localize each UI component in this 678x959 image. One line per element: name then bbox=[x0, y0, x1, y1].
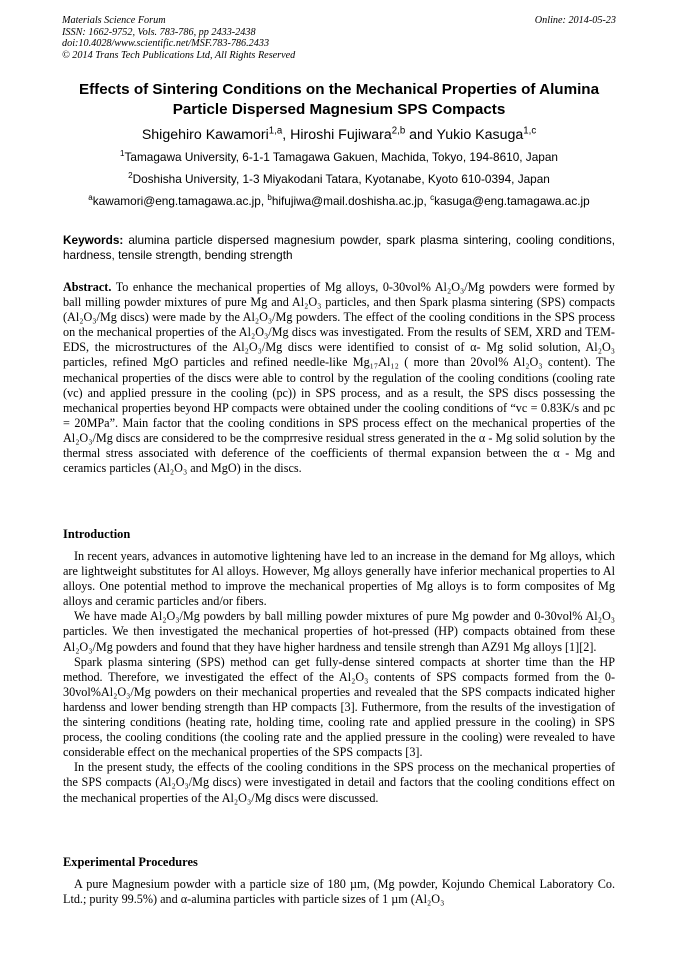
experimental-body bbox=[63, 877, 615, 907]
author-separator: and bbox=[405, 127, 437, 143]
paragraph: Spark plasma sintering (SPS) method can get fully-dense sintered compacts at shorter time than the HP method. Therefore, we investigated the effect of the Al₂O₃ contents of SPS compacts formed from the 0-30vol%Al₂O₃/Mg powders on their mechanical properties and revealed that the SPS compacts indicated higher hardenss and lower bending strength than HP compacts [3]. Futhermore, from the results of the investigation of the sintering conditions (heating rate, holding time, cooling rate and applied pressure in the cooling) in SPS process, the cooling conditions (the cooling rate and the applied pressure in the cooling) were revealed to have considerable effect on the mechanical properties of the SPS compacts [3]. bbox=[63, 654, 615, 760]
running-header bbox=[62, 15, 482, 61]
keywords-text: alumina particle dispersed magnesium powder, spark plasma sintering, cooling conditions, hardness, tensile strength, bending strength bbox=[63, 233, 616, 263]
paragraph: A pure Magnesium powder with a particle size of 180 µm, (Mg powder, Kojundo Chemical Laboratory Co. Ltd.; purity 99.5%) and α-alumina particles with particle sizes of 1 µm (Al₂O₃ bbox=[63, 877, 615, 907]
paper-title bbox=[40, 80, 638, 120]
abstract bbox=[63, 280, 615, 476]
title-line-1: Effects of Sintering Conditions on the Mechanical Properties of Alumina bbox=[78, 81, 600, 98]
email-list: $^a$kawamori@eng.tamagawa.ac.jp, $^b$hifujiwa@mail.doshisha.ac.jp, $^c$kasuga@eng.tamagawa.ac.jp bbox=[88, 193, 590, 208]
author-affil-mark: 1,c bbox=[523, 125, 537, 137]
paragraph: In recent years, advances in automotive lightening have led to an increase in the demand for Mg alloys, which are lightweight substitutes for Al alloys. However, Mg alloys generally have inferior mechanical properties to Al alloys. One potential method to improve the mechanical properties of Mg alloys is to form composites of Mg alloys and ceramic particles and/or fibers. bbox=[63, 549, 615, 609]
author-affil-mark: 2,b bbox=[391, 125, 406, 137]
section-heading-introduction: Introduction bbox=[63, 527, 131, 541]
email-link[interactable]: kawamori@eng.tamagawa.ac.jp bbox=[92, 194, 261, 208]
affiliation-1: $^1$Tamagawa University, 6-1-1 Tamagawa Gakuen, Machida, Tokyo, 194-8610, Japan bbox=[120, 149, 558, 164]
keywords-label: Keywords: bbox=[63, 233, 124, 247]
online-date: Online: 2014-05-23 bbox=[534, 15, 616, 26]
paragraph: We have made Al₂O₃/Mg powders by ball milling powder mixtures of pure Mg powder and 0-30vol% Al₂O₃ particles. We then investigated the mechanical properties of hot-pressed (HP) compacts obtained from these Al₂O₃/Mg powders and found that they have higher hardness and tensile strengh than AZ91 Mg alloys [1][2]. bbox=[63, 609, 615, 654]
author-name: Yukio Kasuga bbox=[436, 127, 524, 143]
section-heading-experimental: Experimental Procedures bbox=[63, 855, 198, 869]
email-link[interactable]: hifujiwa@mail.doshisha.ac.jp bbox=[271, 194, 424, 208]
email-link[interactable]: kasuga@eng.tamagawa.ac.jp bbox=[434, 194, 590, 208]
author-affil-mark: 1,a bbox=[268, 125, 283, 137]
doi-line: doi:10.4028/www.scientific.net/MSF.783-786.2433 bbox=[62, 38, 270, 50]
issn-line: ISSN: 1662-9752, Vols. 783-786, pp 2433-2438 bbox=[62, 26, 256, 38]
introduction-body bbox=[63, 549, 615, 806]
paragraph: In the present study, the effects of the cooling conditions in the SPS process on the mechanical properties of the SPS compacts (Al₂O₃/Mg discs) were investigated in detail and factors that the cooling conditions effect on the mechanical properties of the Al₂O₃/Mg discs were discussed. bbox=[63, 760, 615, 805]
journal-name: Materials Science Forum bbox=[62, 15, 166, 26]
abstract-label: Abstract. bbox=[63, 280, 112, 294]
title-line-2: Particle Dispersed Magnesium SPS Compacts bbox=[172, 101, 506, 118]
author-separator: , bbox=[282, 127, 291, 143]
affiliation-2: $^2$Doshisha University, 1-3 Miyakodani Tatara, Kyotanabe, Kyoto 610-0394, Japan bbox=[128, 171, 550, 186]
copyright-line: © 2014 Trans Tech Publications Ltd, All Rights Reserved bbox=[62, 49, 296, 61]
keywords bbox=[63, 233, 615, 263]
author-name: Hiroshi Fujiwara bbox=[290, 127, 392, 143]
author-name: Shigehiro Kawamori bbox=[141, 127, 269, 143]
author-list bbox=[40, 126, 638, 144]
abstract-text: To enhance the mechanical properties of Mg alloys, 0-30vol% Al₂O₃/Mg powders were formed by ball milling powder mixtures of pure Mg and Al₂O₃ particles, and then Spark plasma sintering (SPS) compacts (Al₂O₃/Mg discs) were made by the Al₂O₃/Mg powders. The effect of the cooling conditions in the SPS process on the mechanical properties of the Al₂O₃/Mg discs was investigated. From the results of SEM, XRD and TEM-EDS, the microstructures of the Al₂O₃/Mg discs were identified to consist of α- Mg solid solution, Al₂O₃ particles, refined MgO particles and refined needle-like Mg₁₇Al₁₂ ( more than 20vol% Al₂O₃ content). The mechanical properties of the discs were able to control by the regulation of the cooling conditions (cooling rate (vc) and applied pressure in the cooling (pc)) in SPS process, and as a result, the SPS discs possessing the mechanical properties beyond HP compacts were obtained under the cooling conditions of “vc = 0.83K/s and pc = 20MPa”. Main factor that the cooling conditions in SPS process effect on the mechanical properties of the Al₂O₃/Mg discs are considered to be the comprresive residual stress generated in the α - Mg solid solution by the thermal stress associated with deference of the coefficients of thermal expansion between the α - Mg and ceramics particles (Al₂O₃ and MgO) in the discs. bbox=[63, 280, 615, 476]
